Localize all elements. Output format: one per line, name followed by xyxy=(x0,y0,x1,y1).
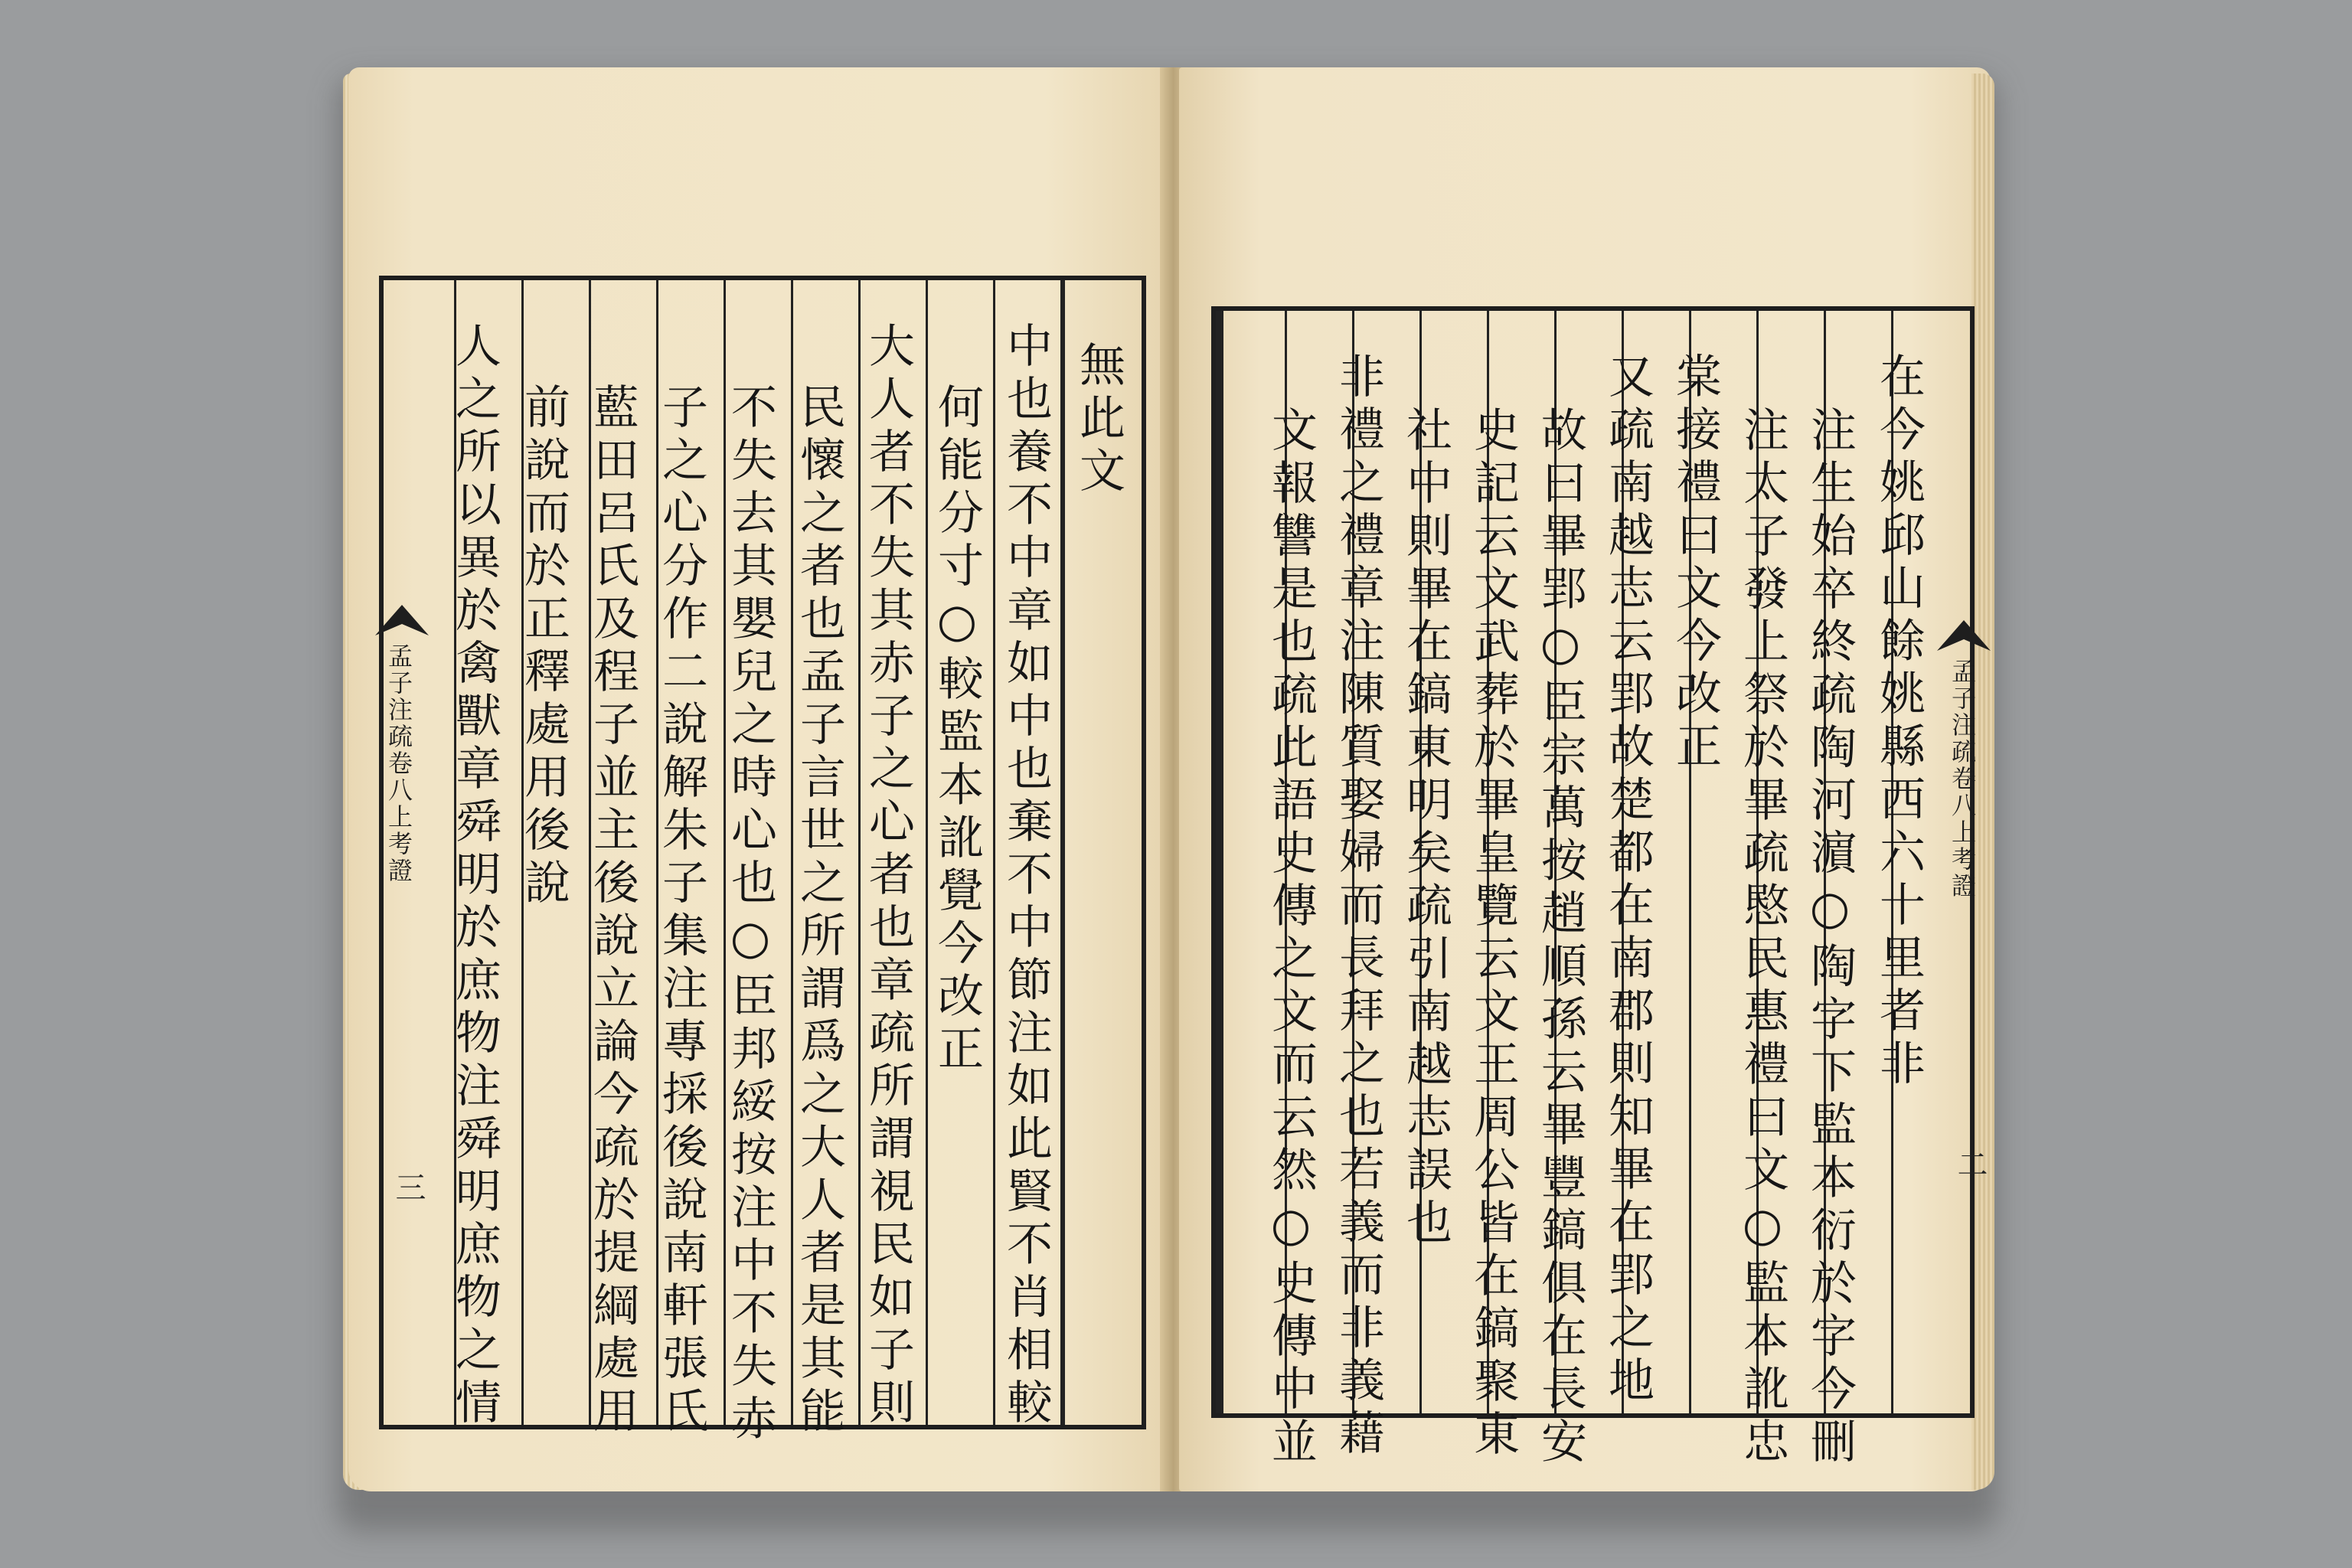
left-column-2: 中也養不中章如中也棄不中節注如此賢不肖相較 xyxy=(999,322,1053,1431)
left-column-1: 無此文 xyxy=(1072,341,1125,499)
left-column-4: 大人者不失其赤子之心者也章疏所謂視民如子則 xyxy=(861,322,915,1431)
right-column-1: 在今姚邱山餘姚縣西六十里者非 xyxy=(1872,352,1926,1092)
right-column-8: 社中則畢在鎬東明矣疏引南越志誤也 xyxy=(1399,406,1452,1251)
left-fold-label: 孟子注疏卷八上考證 xyxy=(384,643,413,884)
right-column-3: 注太子發上祭於畢疏愍民惠禮曰文○監本訛忠 xyxy=(1736,406,1789,1470)
right-column-7: 史記云文武葬於畢皇覽云文王周公皆在鎬聚東 xyxy=(1466,406,1520,1462)
fishtail-mark-icon xyxy=(1937,612,1991,658)
left-column-10: 人之所以異於禽獸章舜明於庶物注舜明庶物之情 xyxy=(448,322,501,1431)
left-column-6: 不失去其嬰兒之時心也○臣邦綏按注中不失赤 xyxy=(724,383,777,1447)
right-column-5: 又疏南越志云郢故楚都在南郡則知畢在郢之地 xyxy=(1601,352,1655,1409)
right-column-6: 故曰畢郢○臣宗萬按趙順孫云畢豐鎬俱在長安 xyxy=(1534,406,1587,1470)
left-column-5: 民懷之者也孟子言世之所謂爲之大人者是其能 xyxy=(792,383,846,1439)
left-page-number: 三 xyxy=(390,1171,426,1202)
column-rule xyxy=(1060,280,1065,1425)
right-page-number: 二 xyxy=(1952,1148,1988,1179)
left-column-3: 何能分寸○較監本訛覺今改正 xyxy=(930,383,984,1077)
fishtail-mark-icon xyxy=(375,597,429,643)
left-column-8: 藍田呂氏及程子並主後說立論今疏於提綱處用 xyxy=(586,383,639,1439)
left-column-7: 子之心分作二說解朱子集注專採後說南軒張氏 xyxy=(655,383,708,1439)
column-rule xyxy=(1216,311,1223,1413)
left-column-9: 前說而於正釋處用後說 xyxy=(517,383,570,911)
right-column-9: 非禮之禮章注陳質娶婦而長拜之也若義而非義藉 xyxy=(1331,352,1385,1462)
right-column-4: 棠接禮曰文今改正 xyxy=(1668,352,1722,775)
right-column-10: 文報讐是也疏此語史傳之文而云然○史傳中並 xyxy=(1264,406,1318,1470)
right-fold-label: 孟子注疏卷八上考證 xyxy=(1948,658,1977,900)
right-column-2: 注生始卒終疏陶河濵○陶字下監本衍於字今刪 xyxy=(1803,406,1857,1470)
